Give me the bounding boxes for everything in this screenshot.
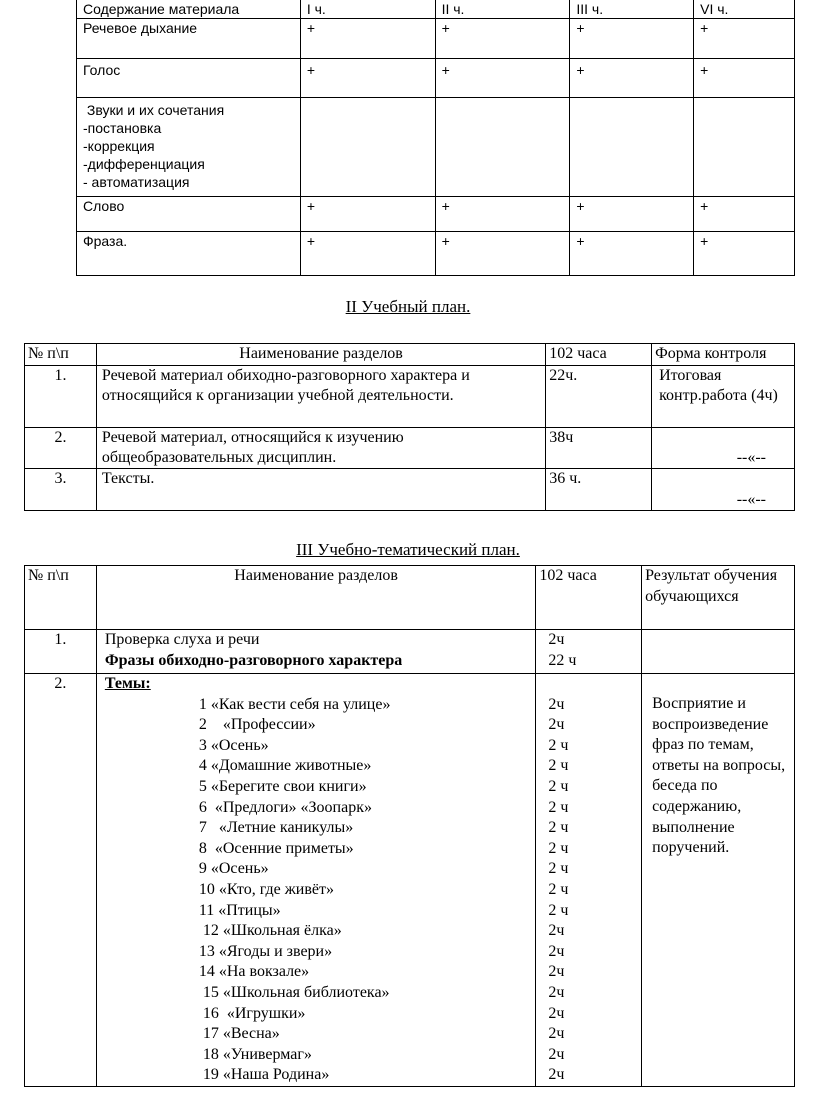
topic-item: 17 «Весна» xyxy=(198,1025,280,1043)
topic-item: 13 «Ягоды и звери» xyxy=(198,942,333,960)
header-name: Наименование разделов xyxy=(96,566,535,630)
table-row xyxy=(25,469,795,511)
table-row xyxy=(25,630,795,674)
header-hours: 102 часа xyxy=(536,566,642,630)
hours-item: 2 ч xyxy=(548,777,569,795)
cell: + xyxy=(300,232,435,276)
topic-item: 16 «Игрушки» xyxy=(198,1004,306,1022)
row-label: Фраза. xyxy=(77,232,301,276)
table-row xyxy=(77,197,795,232)
topic-item: 7 «Летние каникулы» xyxy=(198,819,354,837)
thematic-plan-table xyxy=(24,565,795,1087)
label-line: -дифференциация xyxy=(83,156,205,172)
table-header-row xyxy=(25,344,795,366)
header-part-2: II ч. xyxy=(435,0,570,19)
row-number: 2. xyxy=(25,674,97,1087)
row-name xyxy=(96,674,535,1087)
row-number: 1. xyxy=(25,366,97,428)
topic-item: 12 «Школьная ёлка» xyxy=(198,922,342,940)
label-line: -постановка xyxy=(83,120,162,136)
cell: + xyxy=(300,19,435,59)
topic-item: 19 «Наша Родина» xyxy=(198,1066,330,1084)
row-name xyxy=(96,630,535,674)
cell xyxy=(570,98,694,197)
topic-item: 10 «Кто, где живёт» xyxy=(198,880,334,898)
cell: + xyxy=(300,59,435,98)
hours-item: 2ч xyxy=(548,942,565,960)
header-part-3: III ч. xyxy=(570,0,694,19)
cell: + xyxy=(435,59,570,98)
hours-item: 2 ч xyxy=(548,860,569,878)
materials-table xyxy=(76,0,795,276)
row-hours: 36 ч. xyxy=(546,469,652,511)
row-control: Итоговая контр.работа (4ч) xyxy=(652,366,795,428)
cell xyxy=(694,98,795,197)
cell: + xyxy=(694,197,795,232)
hours-item: 2 ч xyxy=(548,798,569,816)
topic-item: 4 «Домашние животные» xyxy=(198,757,372,775)
header-part-1: I ч. xyxy=(300,0,435,19)
topic-item: 14 «На вокзале» xyxy=(198,963,310,981)
row-line: Проверка слуха и речи xyxy=(104,631,260,648)
header-control: Форма контроля xyxy=(652,344,795,366)
hours-item: 2ч xyxy=(548,963,565,981)
table-header-row xyxy=(77,0,795,19)
label-line: - автоматизация xyxy=(83,174,190,190)
hours-item: 2ч xyxy=(548,695,565,713)
study-plan-table xyxy=(24,343,795,511)
cell: + xyxy=(300,197,435,232)
topic-item: 18 «Универмаг» xyxy=(198,1045,312,1063)
row-label xyxy=(77,98,301,197)
hours-item: 2 ч xyxy=(548,757,569,775)
table-row xyxy=(77,232,795,276)
hours-item: 2ч xyxy=(548,1045,565,1063)
row-control: --«-- xyxy=(652,469,795,511)
row-number: 1. xyxy=(25,630,97,674)
cell: + xyxy=(570,59,694,98)
table-row xyxy=(77,98,795,197)
label-line: -коррекция xyxy=(83,138,155,154)
hours-item: 2 ч xyxy=(548,819,569,837)
row-hours: 38ч xyxy=(546,428,652,469)
topic-item: 6 «Предлоги» «Зоопарк» xyxy=(198,798,372,816)
hours-item: 2 ч xyxy=(548,736,569,754)
header-name: Наименование разделов xyxy=(96,344,545,366)
topic-item: 9 «Осень» xyxy=(198,860,269,878)
row-control: --«-- xyxy=(652,428,795,469)
cell: + xyxy=(435,197,570,232)
cell xyxy=(300,98,435,197)
header-number: № п\п xyxy=(25,344,97,366)
table-row xyxy=(25,428,795,469)
hours-item: 2ч xyxy=(548,1025,565,1043)
topic-item: 15 «Школьная библиотека» xyxy=(198,983,390,1001)
cell: + xyxy=(694,59,795,98)
cell: + xyxy=(570,197,694,232)
row-name: Речевой материал, относящийся к изучению общеобразовательных дисциплин. xyxy=(96,428,545,469)
cell: + xyxy=(694,19,795,59)
hours-item: 2 ч xyxy=(548,839,569,857)
cell: + xyxy=(435,19,570,59)
row-label: Речевое дыхание xyxy=(77,19,301,59)
topics-list xyxy=(105,695,532,1086)
row-hours xyxy=(536,630,642,674)
cell xyxy=(435,98,570,197)
table-row xyxy=(77,59,795,98)
row-name: Речевой материал обиходно-разговорного характера и относящийся к организации учебной деятельности. xyxy=(96,366,545,428)
topic-item: 5 «Берегите свои книги» xyxy=(198,777,367,795)
header-hours: 102 часа xyxy=(546,344,652,366)
topic-item: 3 «Осень» xyxy=(198,736,269,754)
row-name: Тексты. xyxy=(96,469,545,511)
row-hours: 22ч. xyxy=(546,366,652,428)
hours-item: 2 ч xyxy=(548,880,569,898)
section-heading-3: III Учебно-тематический план. xyxy=(296,540,520,559)
themes-label: Темы: xyxy=(104,675,151,692)
cell: + xyxy=(694,232,795,276)
row-number: 3. xyxy=(25,469,97,511)
table-row xyxy=(25,366,795,428)
table-row xyxy=(77,19,795,59)
row-hours xyxy=(536,674,642,1087)
header-content: Содержание материала xyxy=(77,0,301,19)
table-header-row xyxy=(25,566,795,630)
topic-item: 11 «Птицы» xyxy=(198,901,281,919)
row-result xyxy=(642,630,795,674)
hours-item: 2ч xyxy=(548,1066,565,1084)
row-label: Слово xyxy=(77,197,301,232)
hours-list xyxy=(548,695,638,1086)
table-row xyxy=(25,674,795,1087)
cell: + xyxy=(570,232,694,276)
cell: + xyxy=(570,19,694,59)
hours-line: 2ч xyxy=(548,631,565,648)
topic-item: 2 «Профессии» xyxy=(198,716,316,734)
cell: + xyxy=(435,232,570,276)
label-line: Звуки и их сочетания xyxy=(83,102,225,118)
row-label: Голос xyxy=(77,59,301,98)
hours-item: 2ч xyxy=(548,983,565,1001)
hours-item: 2 ч xyxy=(548,901,569,919)
hours-item: 2ч xyxy=(548,1004,565,1022)
row-result: Восприятие и воспроизведение фраз по темам, ответы на вопросы, беседа по содержанию, выполнение поручений. xyxy=(642,674,795,1087)
header-result: Результат обучения обучающихся xyxy=(642,566,795,630)
hours-item: 2ч xyxy=(548,716,565,734)
topic-item: 8 «Осенние приметы» xyxy=(198,839,354,857)
header-part-4: VI ч. xyxy=(694,0,795,19)
hours-item: 2ч xyxy=(548,922,565,940)
row-number: 2. xyxy=(25,428,97,469)
hours-line: 22 ч xyxy=(548,651,577,669)
section-heading-2: II Учебный план. xyxy=(345,297,471,316)
topic-item: 1 «Как вести себя на улице» xyxy=(198,695,391,713)
header-number: № п\п xyxy=(25,566,97,630)
row-line-bold: Фразы обиходно-разговорного характера xyxy=(104,651,403,669)
